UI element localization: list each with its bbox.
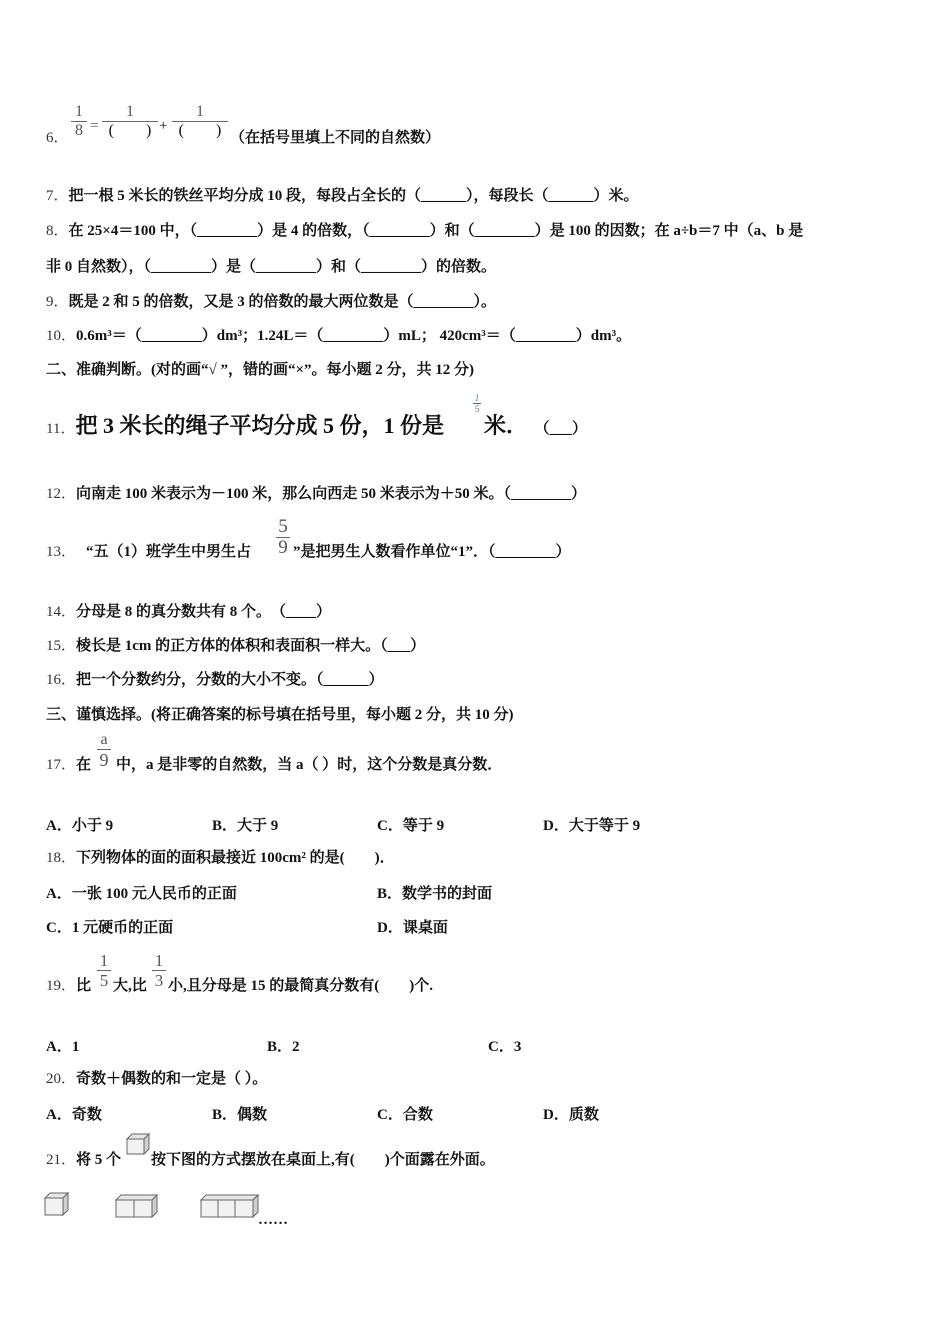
- question-text: 既是 2 和 5 的倍数，又是 3 的倍数的最大两位数是（________）。: [68, 294, 497, 310]
- option-a[interactable]: A．奇数: [46, 1107, 102, 1123]
- option-d[interactable]: D．课桌面: [377, 920, 448, 936]
- question-7: 7．把一根 5 米长的铁丝平均分成 10 段，每段占全长的（______），每段长（______）米。: [46, 188, 639, 204]
- question-text: “五（1）班学生中男生占: [86, 544, 252, 560]
- question-number: 6．: [46, 130, 69, 146]
- question-text: 小,且分母是 15 的最简真分数有( )个.: [168, 978, 433, 994]
- equals-sign: =: [90, 118, 99, 134]
- one-cube-figure: [44, 1192, 70, 1216]
- question-text: 将 5 个: [76, 1152, 122, 1168]
- question-text: 把一个分数约分，分数的大小不变。（______）: [76, 672, 384, 688]
- plus-sign: +: [159, 118, 168, 134]
- question-17: 17．在: [46, 757, 92, 773]
- fraction: 1 ( ): [172, 103, 228, 140]
- three-cube-figure: [200, 1194, 260, 1218]
- question-text: 向南走 100 米表示为－100 米，那么向西走 50 米表示为＋50 米。（________）: [76, 486, 587, 502]
- question-text: 把 3 米长的绳子平均分成 5 份，1 份是: [75, 413, 444, 438]
- option-c[interactable]: C．1 元硬币的正面: [46, 920, 174, 936]
- fraction: 1 8: [71, 103, 87, 140]
- question-13: 13． “五（1）班学生中男生占: [46, 544, 252, 560]
- question-text: 0.6m³＝（________）dm³；1.24L＝（________）mL； 420cm³＝（________）dm³。: [76, 328, 632, 344]
- question-15: 15．棱长是 1cm 的正方体的体积和表面积一样大。（___）: [46, 638, 426, 654]
- option-b[interactable]: B．大于 9: [212, 818, 279, 834]
- question-text: ”是把男生人数看作单位“1”．（________）: [293, 544, 571, 560]
- question-text: 非 0 自然数），（________）是（________）和（________）的倍数。: [46, 259, 497, 275]
- option-b[interactable]: B．数学书的封面: [377, 886, 493, 902]
- question-text: 奇数＋偶数的和一定是（ ）。: [76, 1071, 268, 1087]
- section-heading: 二、准确判断。(对的画“√ ”，错的画“×”。每小题 2 分，共 12 分): [46, 362, 475, 378]
- question-18: 18．下列物体的面的面积最接近 100cm² 的是( )．: [46, 850, 395, 866]
- fraction: 1 5: [474, 393, 480, 414]
- option-c[interactable]: C．3: [488, 1039, 522, 1055]
- question-text: 在 25×4＝100 中，（________）是 4 的倍数，（________）和（________）是 100 的因数；在 a÷b＝7 中（a、b 是: [68, 223, 804, 239]
- question-10: 10．0.6m³＝（________）dm³；1.24L＝（________）mL； 420cm³＝（________）dm³。: [46, 328, 632, 344]
- option-a[interactable]: A．小于 9: [46, 818, 114, 834]
- question-11-tail: 米． （___）: [484, 413, 588, 438]
- question-14: 14．分母是 8 的真分数共有 8 个。 （____）: [46, 604, 332, 620]
- section-heading: 三、谨慎选择。(将正确答案的标号填在括号里，每小题 2 分，共 10 分): [46, 707, 514, 723]
- option-a[interactable]: A．一张 100 元人民币的正面: [46, 886, 237, 902]
- question-19: 19．比: [46, 978, 92, 994]
- option-b[interactable]: B．2: [267, 1039, 300, 1055]
- option-d[interactable]: D．大于等于 9: [543, 818, 641, 834]
- question-21: 21．将 5 个: [46, 1152, 122, 1168]
- question-text: （在括号里填上不同的自然数）: [230, 130, 441, 146]
- fraction: 1 ( ): [102, 103, 158, 140]
- question-text: 在: [76, 757, 92, 773]
- cube-icon: [126, 1133, 150, 1155]
- question-9: 9．既是 2 和 5 的倍数，又是 3 的倍数的最大两位数是（________）。: [46, 294, 497, 310]
- fraction: 1 5: [97, 951, 111, 990]
- question-text: 把一根 5 米长的铁丝平均分成 10 段，每段占全长的（______），每段长（______）米。: [68, 188, 639, 204]
- ellipsis: ……: [258, 1212, 288, 1228]
- question-12: 12．向南走 100 米表示为－100 米，那么向西走 50 米表示为＋50 米。（________）: [46, 486, 587, 502]
- question-text: 比: [76, 978, 92, 994]
- question-11: 11．把 3 米长的绳子平均分成 5 份，1 份是: [46, 413, 444, 438]
- fraction: 5 9: [276, 517, 290, 558]
- question-16: 16．把一个分数约分，分数的大小不变。（______）: [46, 672, 384, 688]
- option-d[interactable]: D．质数: [543, 1107, 599, 1123]
- question-8: 8．在 25×4＝100 中，（________）是 4 的倍数，（________）和（________）是 100 的因数；在 a÷b＝7 中（a、b 是: [46, 223, 804, 239]
- question-text: 中，a 是非零的自然数，当 a（ ）时，这个分数是真分数．: [116, 757, 503, 773]
- question-text: 大,比: [113, 978, 147, 994]
- answer-blank: （___）: [542, 421, 588, 437]
- fraction: 1 3: [152, 951, 166, 990]
- question-20: 20．奇数＋偶数的和一定是（ ）。: [46, 1071, 268, 1087]
- question-text: 分母是 8 的真分数共有 8 个。 （____）: [76, 604, 332, 620]
- question-6: [46, 128, 69, 148]
- option-c[interactable]: C．等于 9: [377, 818, 445, 834]
- fraction: a 9: [97, 731, 111, 770]
- question-text: 下列物体的面的面积最接近 100cm² 的是( )．: [76, 850, 395, 866]
- two-cube-figure: [115, 1194, 159, 1218]
- question-text: 棱长是 1cm 的正方体的体积和表面积一样大。（___）: [76, 638, 426, 654]
- option-a[interactable]: A．1: [46, 1039, 80, 1055]
- question-text: 按下图的方式摆放在桌面上,有( )个面露在外面。: [151, 1152, 495, 1168]
- option-c[interactable]: C．合数: [377, 1107, 433, 1123]
- option-b[interactable]: B．偶数: [212, 1107, 268, 1123]
